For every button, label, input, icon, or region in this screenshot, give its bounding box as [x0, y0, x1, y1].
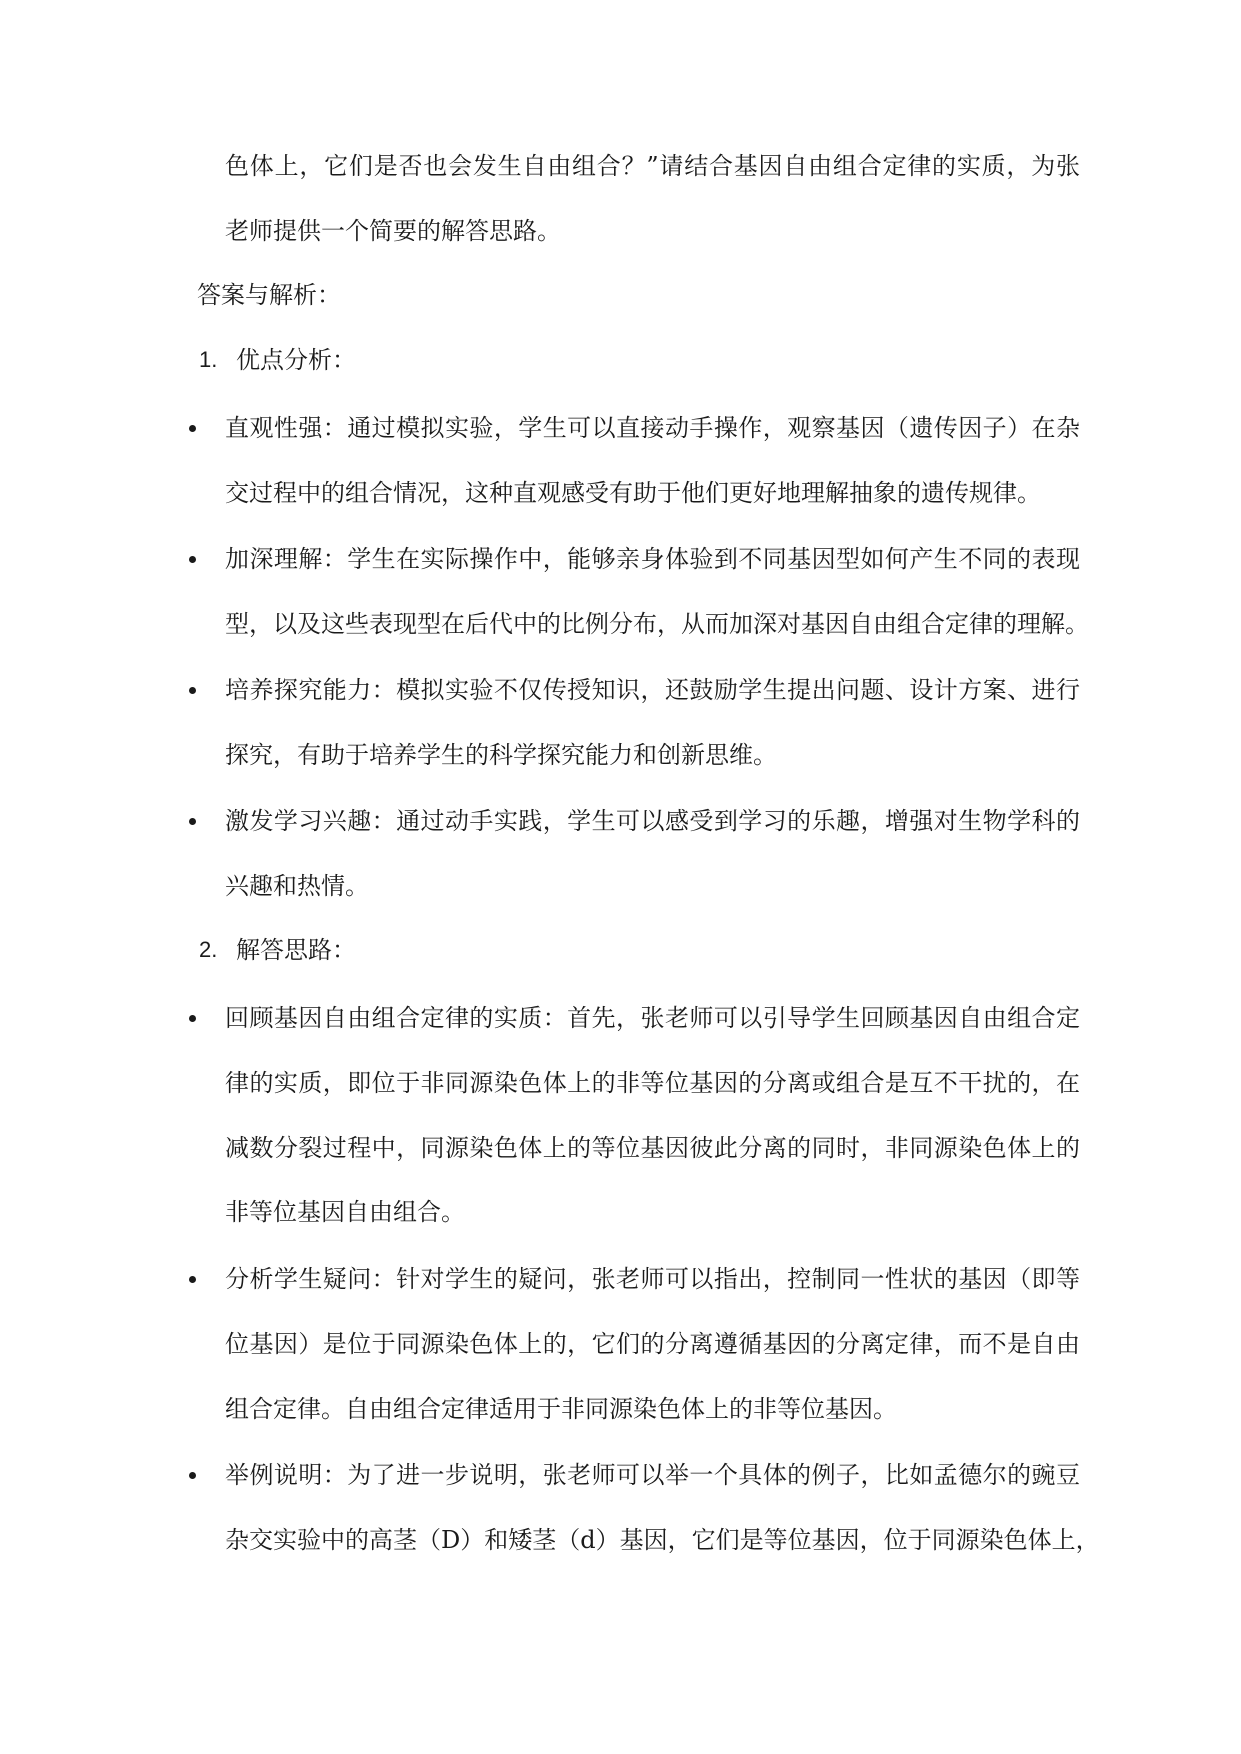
list-item-line: 激发学习兴趣：通过动手实践，学生可以感受到学习的乐趣，增强对生物学科的 — [225, 807, 1080, 835]
bullet-icon — [189, 818, 196, 825]
list-item-line: 探究，有助于培养学生的科学探究能力和创新思维。 — [225, 741, 777, 769]
list-item-line: 分析学生疑问：针对学生的疑问，张老师可以指出，控制同一性状的基因（即等 — [225, 1265, 1080, 1293]
list-item-line: 律的实质，即位于非同源染色体上的非等位基因的分离或组合是互不干扰的，在 — [225, 1069, 1080, 1097]
answer-heading: 答案与解析： — [197, 281, 341, 309]
bullet-icon — [189, 687, 196, 694]
list-item-line: 位基因）是位于同源染色体上的，它们的分离遵循基因的分离定律，而不是自由 — [225, 1330, 1080, 1358]
intro-line: 老师提供一个简要的解答思路。 — [225, 217, 561, 245]
section-number: 1. — [199, 347, 218, 372]
list-item-line: 非等位基因自由组合。 — [225, 1198, 465, 1226]
list-item-line: 加深理解：学生在实际操作中，能够亲身体验到不同基因型如何产生不同的表现 — [225, 545, 1080, 573]
bullet-icon — [189, 1276, 196, 1283]
section-title: 解答思路： — [236, 936, 356, 964]
list-item-line: 回顾基因自由组合定律的实质：首先，张老师可以引导学生回顾基因自由组合定 — [225, 1004, 1080, 1032]
list-item-line: 举例说明：为了进一步说明，张老师可以举一个具体的例子，比如孟德尔的豌豆 — [225, 1461, 1080, 1489]
bullet-icon — [189, 1015, 196, 1022]
bullet-icon — [189, 425, 196, 432]
list-item-line: 杂交实验中的高茎（D）和矮茎（d）基因，它们是等位基因，位于同源染色体上， — [225, 1526, 1100, 1554]
list-item-line: 减数分裂过程中，同源染色体上的等位基因彼此分离的同时，非同源染色体上的 — [225, 1134, 1080, 1162]
bullet-icon — [189, 1472, 196, 1479]
list-item-line: 组合定律。自由组合定律适用于非同源染色体上的非等位基因。 — [225, 1395, 897, 1423]
list-item-line: 培养探究能力：模拟实验不仅传授知识，还鼓励学生提出问题、设计方案、进行 — [225, 676, 1080, 704]
section-title: 优点分析： — [236, 346, 356, 374]
section-number: 2. — [199, 937, 218, 962]
bullet-icon — [189, 556, 196, 563]
list-item-line: 兴趣和热情。 — [225, 872, 369, 900]
list-item-line: 交过程中的组合情况，这种直观感受有助于他们更好地理解抽象的遗传规律。 — [225, 479, 1041, 507]
list-item-line: 型，以及这些表现型在后代中的比例分布，从而加深对基因自由组合定律的理解。 — [225, 610, 1089, 638]
list-item-line: 直观性强：通过模拟实验，学生可以直接动手操作，观察基因（遗传因子）在杂 — [225, 414, 1080, 442]
intro-line: 色体上，它们是否也会发生自由组合？”请结合基因自由组合定律的实质，为张 — [225, 152, 1080, 180]
